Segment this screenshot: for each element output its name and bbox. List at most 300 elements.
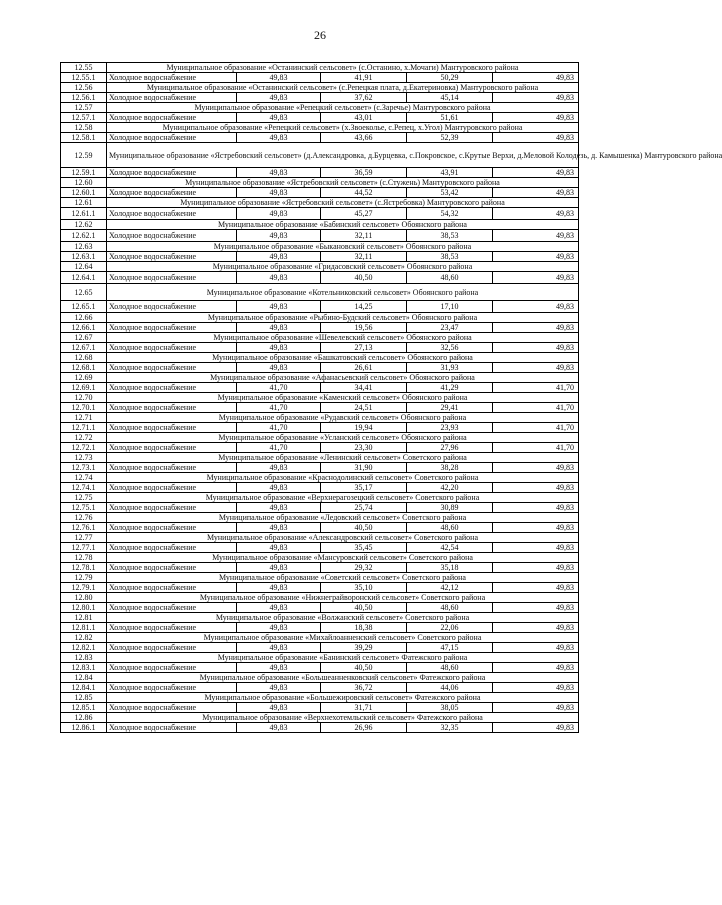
tariff-value: 49,83: [493, 523, 579, 533]
tariff-value: 49,83: [237, 483, 321, 493]
tariff-value: 53,42: [407, 188, 493, 198]
tariff-value: 38,53: [407, 230, 493, 242]
tariff-value: 26,96: [321, 723, 407, 733]
service-row: [61, 583, 579, 593]
row-id: 12.68: [61, 353, 107, 363]
municipality-row: [61, 178, 579, 188]
municipality-row: [61, 284, 579, 301]
tariff-value: 52,39: [407, 133, 493, 143]
service-name: Холодное водоснабжение: [107, 323, 237, 333]
tariff-value: 49,83: [237, 703, 321, 713]
service-row: [61, 252, 579, 262]
municipality-row: [61, 653, 579, 663]
municipality-name: Муниципальное образование «Каменский сельсовет» Обоянского района: [107, 393, 579, 403]
tariff-value: 19,56: [321, 323, 407, 333]
page-number: 26: [314, 28, 326, 42]
row-id: 12.55.1: [61, 73, 107, 83]
tariff-value: 40,50: [321, 663, 407, 673]
row-id: 12.56: [61, 83, 107, 93]
row-id: 12.78: [61, 553, 107, 563]
municipality-name: Муниципальное образование «Мансуровский сельсовет» Советского района: [107, 553, 579, 563]
municipality-row: [61, 613, 579, 623]
tariff-value: 48,60: [407, 603, 493, 613]
service-row: [61, 301, 579, 313]
tariff-value: 45,27: [321, 208, 407, 220]
municipality-row: [61, 633, 579, 643]
tariff-value: 29,32: [321, 563, 407, 573]
row-id: 12.69: [61, 373, 107, 383]
tariff-value: 49,83: [237, 252, 321, 262]
service-name: Холодное водоснабжение: [107, 443, 237, 453]
municipality-row: [61, 143, 579, 168]
tariff-value: 49,83: [237, 543, 321, 553]
tariff-value: 41,70: [493, 383, 579, 393]
municipality-name: Муниципальное образование «Останинский сельсовет» (с.Останино, х.Мочаги) Мантуровского района: [107, 63, 579, 73]
service-name: Холодное водоснабжение: [107, 272, 237, 284]
service-row: [61, 383, 579, 393]
tariff-value: 38,28: [407, 463, 493, 473]
tariff-value: 49,83: [237, 683, 321, 693]
row-id: 12.64: [61, 262, 107, 272]
municipality-row: [61, 373, 579, 383]
tariff-value: 49,83: [237, 93, 321, 103]
tariff-table: [60, 62, 722, 733]
municipality-row: [61, 393, 579, 403]
row-id: 12.59.1: [61, 168, 107, 178]
service-name: Холодное водоснабжение: [107, 343, 237, 353]
service-row: [61, 363, 579, 373]
service-row: [61, 168, 579, 178]
service-name: Холодное водоснабжение: [107, 543, 237, 553]
tariff-value: 49,83: [237, 133, 321, 143]
tariff-value: 35,17: [321, 483, 407, 493]
service-row: [61, 93, 579, 103]
tariff-value: 49,83: [493, 188, 579, 198]
tariff-value: 32,35: [407, 723, 493, 733]
municipality-name: Муниципальное образование «Быкановский сельсовет» Обоянского района: [107, 242, 579, 252]
service-row: [61, 113, 579, 123]
municipality-row: [61, 313, 579, 323]
tariff-value: 30,89: [407, 503, 493, 513]
tariff-value: 32,56: [407, 343, 493, 353]
municipality-row: [61, 553, 579, 563]
row-id: 12.75.1: [61, 503, 107, 513]
tariff-value: 43,66: [321, 133, 407, 143]
tariff-value: 49,83: [493, 503, 579, 513]
tariff-value: 42,20: [407, 483, 493, 493]
tariff-value: 42,12: [407, 583, 493, 593]
tariff-value: 31,90: [321, 463, 407, 473]
tariff-value: 35,10: [321, 583, 407, 593]
row-id: 12.64.1: [61, 272, 107, 284]
row-id: 12.55: [61, 63, 107, 73]
row-id: 12.70: [61, 393, 107, 403]
service-row: [61, 323, 579, 333]
row-id: 12.76.1: [61, 523, 107, 533]
tariff-value: 41,29: [407, 383, 493, 393]
tariff-value: 49,83: [493, 272, 579, 284]
service-row: [61, 423, 579, 433]
tariff-value: 18,38: [321, 623, 407, 633]
tariff-value: 29,41: [407, 403, 493, 413]
service-name: Холодное водоснабжение: [107, 523, 237, 533]
service-row: [61, 623, 579, 633]
service-row: [61, 703, 579, 713]
service-name: Холодное водоснабжение: [107, 583, 237, 593]
tariff-value: 49,83: [493, 252, 579, 262]
service-name: Холодное водоснабжение: [107, 133, 237, 143]
tariff-value: 27,96: [407, 443, 493, 453]
tariff-value: 49,83: [493, 563, 579, 573]
row-id: 12.86.1: [61, 723, 107, 733]
row-id: 12.82: [61, 633, 107, 643]
tariff-value: 22,06: [407, 623, 493, 633]
row-id: 12.67: [61, 333, 107, 343]
tariff-value: 26,61: [321, 363, 407, 373]
row-id: 12.58: [61, 123, 107, 133]
municipality-row: [61, 673, 579, 683]
tariff-value: 49,83: [493, 363, 579, 373]
municipality-name: Муниципальное образование «Верхнерагозецкий сельсовет» Советского района: [107, 493, 579, 503]
row-id: 12.60: [61, 178, 107, 188]
row-id: 12.73.1: [61, 463, 107, 473]
municipality-row: [61, 453, 579, 463]
service-name: Холодное водоснабжение: [107, 603, 237, 613]
row-id: 12.69.1: [61, 383, 107, 393]
municipality-name: Муниципальное образование «Котельниковский сельсовет» Обоянского района: [107, 284, 579, 301]
tariff-value: 23,47: [407, 323, 493, 333]
tariff-value: 35,18: [407, 563, 493, 573]
tariff-value: 41,70: [493, 443, 579, 453]
tariff-value: 49,83: [237, 188, 321, 198]
tariff-value: 49,83: [237, 168, 321, 178]
tariff-value: 24,51: [321, 403, 407, 413]
tariff-value: 49,83: [493, 230, 579, 242]
tariff-value: 49,83: [493, 93, 579, 103]
municipality-name: Муниципальное образование «Бабинский сельсовет» Обоянского района: [107, 220, 579, 230]
service-row: [61, 543, 579, 553]
municipality-name: Муниципальное образование «Рыбино-Будский сельсовет» Обоянского района: [107, 313, 579, 323]
tariff-value: 23,30: [321, 443, 407, 453]
service-row: [61, 443, 579, 453]
municipality-name: Муниципальное образование «Афанасьевский сельсовет» Обоянского района: [107, 373, 579, 383]
tariff-value: 44,06: [407, 683, 493, 693]
tariff-value: 49,83: [493, 168, 579, 178]
municipality-row: [61, 353, 579, 363]
tariff-value: 17,10: [407, 301, 493, 313]
service-row: [61, 343, 579, 353]
tariff-value: 49,83: [237, 583, 321, 593]
tariff-value: 51,61: [407, 113, 493, 123]
service-row: [61, 73, 579, 83]
tariff-value: 50,29: [407, 73, 493, 83]
tariff-value: 49,83: [237, 301, 321, 313]
tariff-value: 49,83: [493, 208, 579, 220]
service-row: [61, 208, 579, 220]
row-id: 12.65.1: [61, 301, 107, 313]
tariff-value: 49,83: [237, 603, 321, 613]
row-id: 12.57.1: [61, 113, 107, 123]
municipality-name: Муниципальное образование «Банинский сельсовет» Фатежского района: [107, 653, 579, 663]
municipality-name: Муниципальное образование «Большеанненковский сельсовет» Фатежского района: [107, 673, 579, 683]
service-name: Холодное водоснабжение: [107, 723, 237, 733]
tariff-value: 27,13: [321, 343, 407, 353]
service-row: [61, 563, 579, 573]
service-name: Холодное водоснабжение: [107, 503, 237, 513]
municipality-name: Муниципальное образование «Ледовский сельсовет» Советского района: [107, 513, 579, 523]
tariff-value: 49,83: [237, 623, 321, 633]
tariff-value: 31,71: [321, 703, 407, 713]
row-id: 12.79: [61, 573, 107, 583]
row-id: 12.70.1: [61, 403, 107, 413]
tariff-value: 47,15: [407, 643, 493, 653]
tariff-value: 35,45: [321, 543, 407, 553]
municipality-row: [61, 333, 579, 343]
service-name: Холодное водоснабжение: [107, 208, 237, 220]
service-name: Холодное водоснабжение: [107, 483, 237, 493]
row-id: 12.81.1: [61, 623, 107, 633]
tariff-value: 41,70: [493, 403, 579, 413]
service-row: [61, 523, 579, 533]
service-name: Холодное водоснабжение: [107, 73, 237, 83]
tariff-value: 49,83: [237, 503, 321, 513]
row-id: 12.67.1: [61, 343, 107, 353]
municipality-name: Муниципальное образование «Шевелевский сельсовет» Обоянского района: [107, 333, 579, 343]
tariff-value: 40,50: [321, 523, 407, 533]
service-row: [61, 663, 579, 673]
tariff-value: 38,05: [407, 703, 493, 713]
service-name: Холодное водоснабжение: [107, 93, 237, 103]
service-name: Холодное водоснабжение: [107, 643, 237, 653]
tariff-value: 36,59: [321, 168, 407, 178]
service-row: [61, 723, 579, 733]
municipality-name: Муниципальное образование «Ленинский сельсовет» Советского района: [107, 453, 579, 463]
tariff-value: 49,83: [237, 272, 321, 284]
tariff-value: 49,83: [493, 583, 579, 593]
tariff-value: 41,70: [237, 403, 321, 413]
service-name: Холодное водоснабжение: [107, 683, 237, 693]
row-id: 12.86: [61, 713, 107, 723]
row-id: 12.65: [61, 284, 107, 301]
row-id: 12.59: [61, 143, 107, 168]
service-name: Холодное водоснабжение: [107, 423, 237, 433]
row-id: 12.57: [61, 103, 107, 113]
municipality-row: [61, 220, 579, 230]
tariff-value: 49,83: [237, 643, 321, 653]
tariff-value: 49,83: [493, 723, 579, 733]
tariff-table-body: [61, 63, 722, 733]
municipality-name: Муниципальное образование «Ястребовский сельсовет» (д.Александровка, д.Бурцевка, с.Покровское, с.Крутые Верхи, д.Меловой Колодезь, д. Камышенка) Мантуровского района: [107, 143, 579, 168]
tariff-value: 39,29: [321, 643, 407, 653]
municipality-name: Муниципальное образование «Александровский сельсовет» Советского района: [107, 533, 579, 543]
municipality-row: [61, 63, 579, 73]
row-id: 12.66: [61, 313, 107, 323]
row-id: 12.85.1: [61, 703, 107, 713]
tariff-value: 49,83: [493, 73, 579, 83]
tariff-value: 49,83: [493, 301, 579, 313]
service-row: [61, 133, 579, 143]
service-name: Холодное водоснабжение: [107, 363, 237, 373]
row-id: 12.66.1: [61, 323, 107, 333]
tariff-value: 25,74: [321, 503, 407, 513]
tariff-value: 32,11: [321, 252, 407, 262]
tariff-value: 49,83: [493, 643, 579, 653]
tariff-value: 49,83: [493, 133, 579, 143]
municipality-row: [61, 103, 579, 113]
tariff-value: 19,94: [321, 423, 407, 433]
tariff-value: 49,83: [237, 523, 321, 533]
row-id: 12.77.1: [61, 543, 107, 553]
municipality-name: Муниципальное образование «Гридасовский сельсовет» Обоянского района: [107, 262, 579, 272]
tariff-value: 49,83: [493, 343, 579, 353]
row-id: 12.60.1: [61, 188, 107, 198]
municipality-row: [61, 83, 579, 93]
service-name: Холодное водоснабжение: [107, 188, 237, 198]
row-id: 12.85: [61, 693, 107, 703]
row-id: 12.61.1: [61, 208, 107, 220]
service-row: [61, 503, 579, 513]
tariff-value: 49,83: [493, 603, 579, 613]
row-id: 12.84: [61, 673, 107, 683]
service-row: [61, 483, 579, 493]
row-id: 12.81: [61, 613, 107, 623]
municipality-name: Муниципальное образование «Ястребовский сельсовет» (с.Стужень) Мантуровского района: [107, 178, 579, 188]
service-row: [61, 230, 579, 242]
tariff-value: 49,83: [237, 230, 321, 242]
municipality-row: [61, 593, 579, 603]
municipality-row: [61, 473, 579, 483]
row-id: 12.80.1: [61, 603, 107, 613]
service-name: Холодное водоснабжение: [107, 703, 237, 713]
tariff-value: 49,83: [237, 73, 321, 83]
municipality-row: [61, 433, 579, 443]
tariff-value: 43,91: [407, 168, 493, 178]
municipality-name: Муниципальное образование «Останинский сельсовет» (с.Репецкая плата, д.Екатериновка) Мантуровского района: [107, 83, 579, 93]
service-name: Холодное водоснабжение: [107, 113, 237, 123]
tariff-value: 48,60: [407, 272, 493, 284]
municipality-row: [61, 693, 579, 703]
row-id: 12.72: [61, 433, 107, 443]
row-id: 12.68.1: [61, 363, 107, 373]
tariff-value: 49,83: [493, 683, 579, 693]
row-id: 12.79.1: [61, 583, 107, 593]
municipality-row: [61, 242, 579, 252]
tariff-value: 40,50: [321, 603, 407, 613]
tariff-value: 49,83: [237, 323, 321, 333]
tariff-value: 41,70: [493, 423, 579, 433]
tariff-value: 40,50: [321, 272, 407, 284]
municipality-row: [61, 198, 579, 208]
municipality-row: [61, 493, 579, 503]
service-name: Холодное водоснабжение: [107, 168, 237, 178]
service-name: Холодное водоснабжение: [107, 663, 237, 673]
row-id: 12.63.1: [61, 252, 107, 262]
service-row: [61, 603, 579, 613]
tariff-value: 49,83: [493, 323, 579, 333]
tariff-value: 49,83: [493, 543, 579, 553]
tariff-value: 32,11: [321, 230, 407, 242]
row-id: 12.75: [61, 493, 107, 503]
service-name: Холодное водоснабжение: [107, 463, 237, 473]
tariff-value: 49,83: [237, 723, 321, 733]
tariff-value: 49,83: [493, 483, 579, 493]
municipality-row: [61, 413, 579, 423]
tariff-value: 49,83: [237, 208, 321, 220]
service-row: [61, 683, 579, 693]
municipality-name: Муниципальное образование «Михайлоанненский сельсовет» Советского района: [107, 633, 579, 643]
service-name: Холодное водоснабжение: [107, 301, 237, 313]
tariff-value: 37,62: [321, 93, 407, 103]
municipality-name: Муниципальное образование «Краснодолинский сельсовет» Советского района: [107, 473, 579, 483]
municipality-name: Муниципальное образование «Большежировский сельсовет» Фатежского района: [107, 693, 579, 703]
row-id: 12.80: [61, 593, 107, 603]
row-id: 12.58.1: [61, 133, 107, 143]
tariff-value: 41,70: [237, 443, 321, 453]
tariff-value: 48,60: [407, 663, 493, 673]
municipality-name: Муниципальное образование «Советский сельсовет» Советского района: [107, 573, 579, 583]
service-name: Холодное водоснабжение: [107, 403, 237, 413]
service-name: Холодное водоснабжение: [107, 383, 237, 393]
tariff-value: 49,83: [493, 623, 579, 633]
tariff-value: 14,25: [321, 301, 407, 313]
row-id: 12.74: [61, 473, 107, 483]
tariff-value: 49,83: [237, 663, 321, 673]
municipality-row: [61, 262, 579, 272]
tariff-value: 49,83: [237, 563, 321, 573]
tariff-value: 49,83: [493, 463, 579, 473]
tariff-value: 42,54: [407, 543, 493, 553]
row-id: 12.77: [61, 533, 107, 543]
tariff-value: 36,72: [321, 683, 407, 693]
tariff-value: 49,83: [237, 363, 321, 373]
row-id: 12.71: [61, 413, 107, 423]
row-id: 12.84.1: [61, 683, 107, 693]
municipality-name: Муниципальное образование «Рудавский сельсовет» Обоянского района: [107, 413, 579, 423]
row-id: 12.83: [61, 653, 107, 663]
row-id: 12.74.1: [61, 483, 107, 493]
service-name: Холодное водоснабжение: [107, 230, 237, 242]
municipality-row: [61, 123, 579, 133]
row-id: 12.82.1: [61, 643, 107, 653]
municipality-row: [61, 713, 579, 723]
row-id: 12.76: [61, 513, 107, 523]
row-id: 12.83.1: [61, 663, 107, 673]
tariff-value: 54,32: [407, 208, 493, 220]
tariff-value: 31,93: [407, 363, 493, 373]
row-id: 12.73: [61, 453, 107, 463]
tariff-value: 49,83: [493, 113, 579, 123]
tariff-value: 34,41: [321, 383, 407, 393]
row-id: 12.62.1: [61, 230, 107, 242]
municipality-row: [61, 533, 579, 543]
service-name: Холодное водоснабжение: [107, 252, 237, 262]
service-row: [61, 643, 579, 653]
tariff-value: 48,60: [407, 523, 493, 533]
tariff-value: 41,91: [321, 73, 407, 83]
row-id: 12.71.1: [61, 423, 107, 433]
municipality-name: Муниципальное образование «Нижнеграйворонский сельсовет» Советского района: [107, 593, 579, 603]
municipality-name: Муниципальное образование «Верхнехотемльский сельсовет» Фатежского района: [107, 713, 579, 723]
tariff-value: 49,83: [237, 343, 321, 353]
tariff-value: 49,83: [237, 113, 321, 123]
service-row: [61, 463, 579, 473]
tariff-value: 41,70: [237, 383, 321, 393]
service-row: [61, 403, 579, 413]
tariff-value: 49,83: [237, 463, 321, 473]
row-id: 12.61: [61, 198, 107, 208]
tariff-value: 45,14: [407, 93, 493, 103]
row-id: 12.78.1: [61, 563, 107, 573]
